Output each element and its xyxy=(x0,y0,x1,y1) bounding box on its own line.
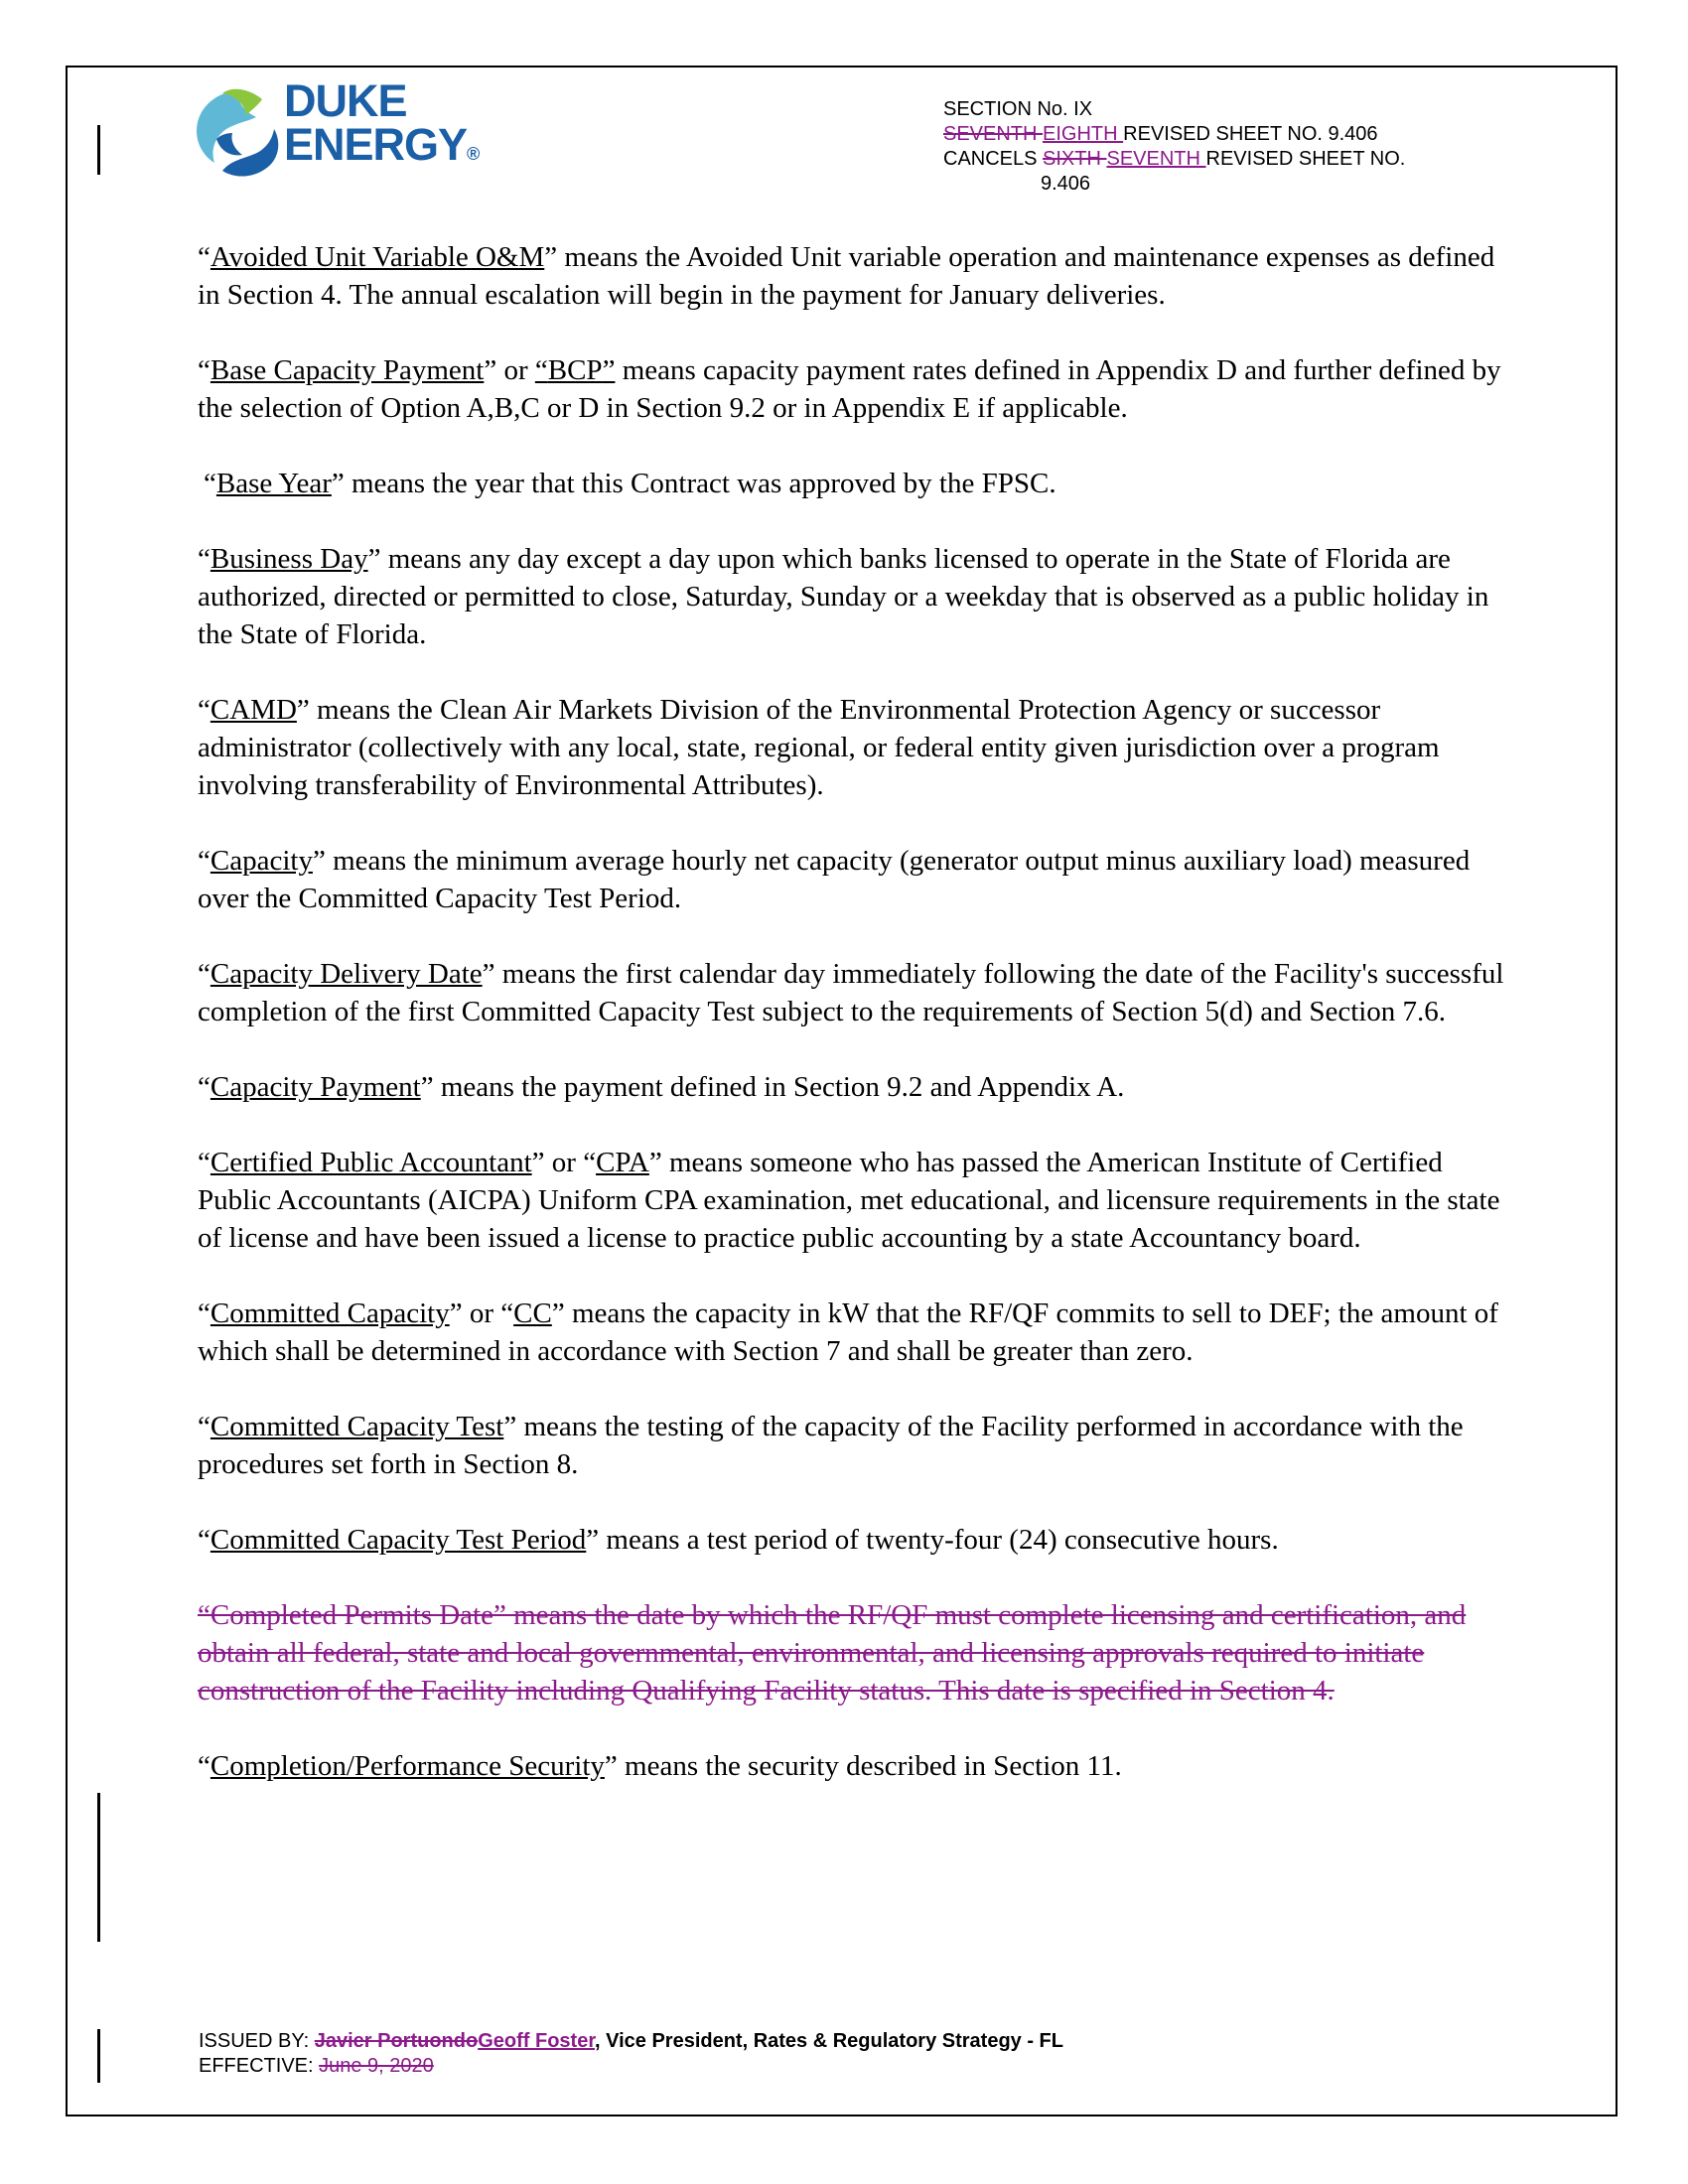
defined-term: Base Capacity Payment xyxy=(210,354,485,386)
definition-paragraph: “Certified Public Accountant” or “CPA” means someone who has passed the American Institute of Certified Public Accountants (AICPA) Uniform CPA examination, met educational, and licensure requirements in the state of license and have been issued a license to practice public accounting by a state Accountancy board. xyxy=(198,1147,1500,1254)
sheet-footer xyxy=(199,2029,1489,2079)
definition-text: means the Avoided Unit variable operation and maintenance expenses as defined in Section 4. The annual escalation will begin in the payment for January deliveries. xyxy=(198,241,1495,311)
section-number: SECTION No. IX xyxy=(943,98,1093,120)
definition-paragraph: “Avoided Unit Variable O&M” means the Avoided Unit variable operation and maintenance expenses as defined in Section 4. The annual escalation will begin in the payment for January deliveries. xyxy=(198,241,1495,311)
defined-term-alt: CPA xyxy=(596,1147,649,1178)
inserted-text: SEVENTH xyxy=(1106,148,1206,170)
issuer-title: , Vice President, Rates & Regulatory Strategy - FL xyxy=(595,2030,1063,2052)
cancels-text: REVISED SHEET NO. xyxy=(1205,148,1406,170)
definition-paragraph: “Base Capacity Payment” or “BCP” means capacity payment rates defined in Appendix D and further defined by the selection of Option A,B,C or D in Section 9.2 or in Appendix E if applicable. xyxy=(198,354,1501,424)
change-bar-footer xyxy=(97,2029,100,2083)
cancels-number: 9.406 xyxy=(1041,173,1091,195)
definition-paragraph: “Capacity Payment” means the payment defined in Section 9.2 and Appendix A. xyxy=(198,1071,1125,1103)
cancels-label: CANCELS xyxy=(943,148,1044,170)
issued-by-label: ISSUED BY: xyxy=(199,2030,315,2052)
definition-text: means a test period of twenty-four (24) consecutive hours. xyxy=(599,1524,1279,1556)
deleted-text: SEVENTH xyxy=(943,123,1044,145)
change-bar-deleted-definition xyxy=(97,1793,100,1942)
definition-paragraph: “Committed Capacity Test Period” means a test period of twenty-four (24) consecutive hours. xyxy=(198,1524,1279,1556)
definition-paragraph: “Committed Capacity Test” means the testing of the capacity of the Facility performed in accordance with the procedures set forth in Section 8. xyxy=(198,1411,1464,1480)
defined-term-alt: “BCP” xyxy=(534,354,616,386)
defined-term: Capacity Payment xyxy=(210,1071,421,1103)
definition-text: means the security described in Section 11. xyxy=(617,1750,1122,1782)
defined-term: Committed Capacity xyxy=(210,1297,450,1329)
definition-connector: or xyxy=(462,1297,501,1329)
definition-text: means the capacity in kW that the RF/QF commits to sell to DEF; the amount of which shall be determined in accordance with Section 7 and shall be greater than zero. xyxy=(198,1297,1498,1367)
defined-term: Base Year xyxy=(215,468,332,499)
sheet-number-line xyxy=(943,122,1499,147)
deleted-text: Javier Portuondo xyxy=(314,2030,479,2052)
definition-text: means the Clean Air Markets Division of the Environmental Protection Agency or successor administrator (collectively with any local, state, regional, or federal entity given jurisdiction over a program involving transferability of Environmental Attributes). xyxy=(198,694,1440,801)
deleted-text: June 9, 2020 xyxy=(319,2055,434,2077)
definition-paragraph: “Capacity Delivery Date” means the first calendar day immediately following the date of the Facility's successful completion of the first Committed Capacity Test subject to the requirements of Section 5(d) and Section 7.6. xyxy=(198,958,1504,1027)
definition-text: means the testing of the capacity of the Facility performed in accordance with the procedures set forth in Section 8. xyxy=(198,1411,1464,1480)
definition-text: means someone who has passed the American Institute of Certified Public Accountants (AICPA) Uniform CPA examination, met educational, and licensure requirements in the state of license and have been issued a license to practice public accounting by a state Accountancy board. xyxy=(198,1147,1500,1254)
definition-connector: or xyxy=(496,354,535,386)
definition-text: means the minimum average hourly net capacity (generator output minus auxiliary load) measured over the Committed Capacity Test Period. xyxy=(198,845,1471,914)
definition-connector: or xyxy=(544,1147,584,1178)
defined-term: Capacity xyxy=(210,845,313,877)
definition-text: means the first calendar day immediately following the date of the Facility's successful completion of the first Committed Capacity Test subject to the requirements of Section 5(d) and Section 7.6. xyxy=(198,958,1504,1027)
change-bar-header xyxy=(97,125,100,175)
sheet-header xyxy=(943,97,1499,197)
inserted-text: Geoff Foster xyxy=(478,2030,595,2052)
effective-label: EFFECTIVE: xyxy=(199,2055,320,2077)
registered-mark: ® xyxy=(467,144,481,164)
logo-wordmark xyxy=(284,75,481,176)
defined-term-alt: CC xyxy=(513,1297,552,1329)
defined-term: Committed Capacity Test xyxy=(210,1411,504,1442)
definition-paragraph: “Capacity” means the minimum average hourly net capacity (generator output minus auxiliary load) measured over the Committed Capacity Test Period. xyxy=(198,845,1471,914)
defined-term: Committed Capacity Test Period xyxy=(210,1524,587,1556)
defined-term-alt-text: BCP xyxy=(547,354,603,386)
defined-term: Completion/Performance Security xyxy=(210,1750,605,1782)
definition-paragraph: “Base Year” means the year that this Contract was approved by the FPSC. xyxy=(204,468,1056,499)
deleted-definition-paragraph: “Completed Permits Date” means the date by which the RF/QF must complete licensing and certification, and obtain all federal, state and local governmental, environmental, and licensing approvals required to initiate construction of the Facility including Qualifying Facility status. This date is specified in Section 4. xyxy=(198,1599,1467,1706)
definition-text: means the payment defined in Section 9.2 and Appendix A. xyxy=(433,1071,1125,1103)
definition-text: means any day except a day upon which banks licensed to operate in the State of Florida are authorized, directed or permitted to close, Saturday, Sunday or a weekday that is observed as a public holiday in the State of Florida. xyxy=(198,543,1489,650)
defined-term: CAMD xyxy=(210,694,297,726)
defined-term: Business Day xyxy=(210,543,368,575)
definition-paragraph: “Completion/Performance Security” means the security described in Section 11. xyxy=(198,1750,1122,1782)
defined-term: Capacity Delivery Date xyxy=(210,958,483,990)
inserted-text: EIGHTH xyxy=(1043,123,1124,145)
definition-text: means the year that this Contract was approved by the FPSC. xyxy=(344,468,1056,499)
definition-text: means capacity payment rates defined in Appendix D and further defined by the selection of Option A,B,C or D in Section 9.2 or in Appendix E if applicable. xyxy=(198,354,1501,424)
effective-line xyxy=(199,2054,1489,2079)
defined-term: Certified Public Accountant xyxy=(210,1147,532,1178)
logo-line-duke: DUKE xyxy=(284,75,407,126)
issued-by-line xyxy=(199,2029,1489,2054)
logo-line-energy: ENERGY xyxy=(284,119,468,170)
sheet-number-text: REVISED SHEET NO. 9.406 xyxy=(1123,123,1378,145)
definition-paragraph: “Committed Capacity” or “CC” means the capacity in kW that the RF/QF commits to sell to DEF; the amount of which shall be determined in accordance with Section 7 and shall be greater than zero. xyxy=(198,1297,1498,1367)
deleted-text: SIXTH xyxy=(1043,148,1107,170)
definition-paragraph: “CAMD” means the Clean Air Markets Division of the Environmental Protection Agency or successor administrator (collectively with any local, state, regional, or federal entity given jurisdiction over a program involving transferability of Environmental Attributes). xyxy=(198,694,1440,801)
defined-term: Avoided Unit Variable O&M xyxy=(210,241,545,273)
cancels-line xyxy=(943,147,1499,172)
definition-paragraph: “Business Day” means any day except a day upon which banks licensed to operate in the State of Florida are authorized, directed or permitted to close, Saturday, Sunday or a weekday that is observed as a public holiday in the State of Florida. xyxy=(198,543,1489,650)
definitions-body xyxy=(198,238,1508,1823)
